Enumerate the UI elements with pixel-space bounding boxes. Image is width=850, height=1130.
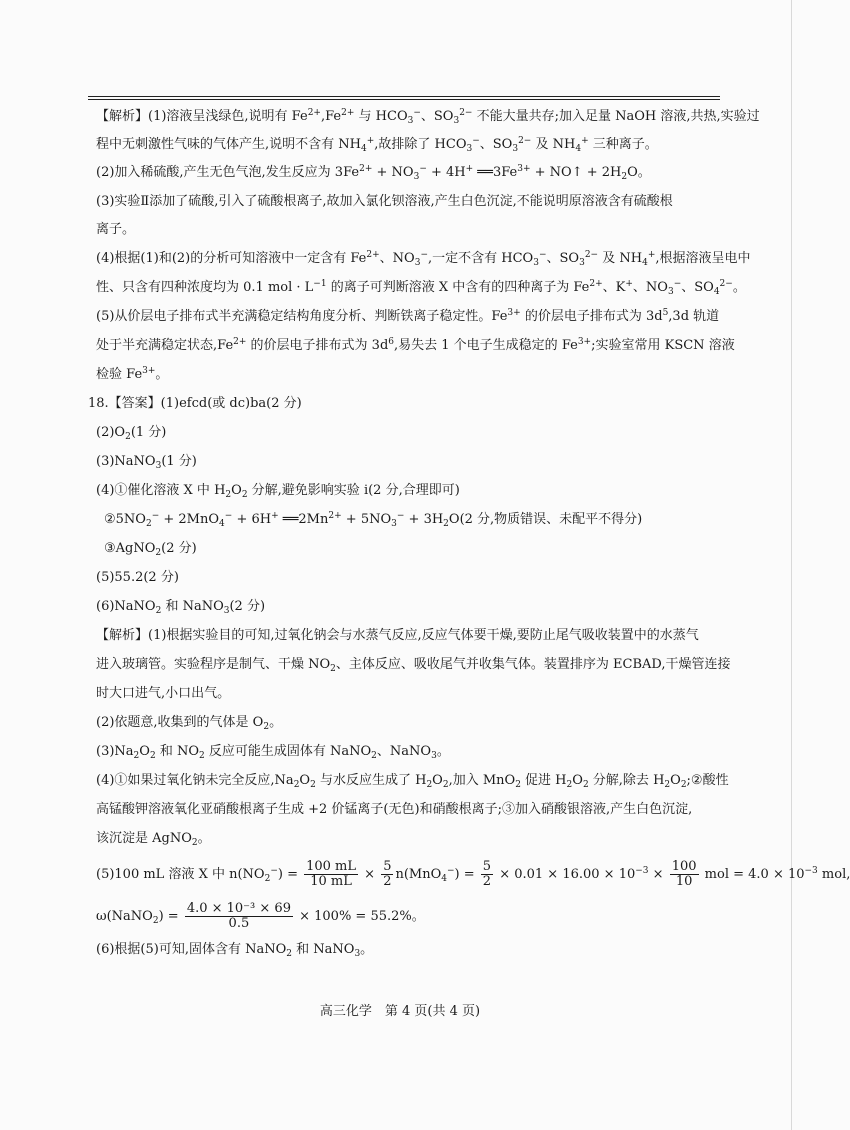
analysis17-line8: (5)从价层电子排布式半充满稳定结构角度分析、判断铁离子稳定性。$Fe^{3+}$ 的价层电子排布式为 $3d^5,3d$ 轨道 bbox=[96, 308, 720, 324]
q18-answer5: (5)55.2(2 分) bbox=[96, 570, 179, 585]
q18-answer1: 18.【答案】(1)efcd(或 dc)ba(2 分) bbox=[88, 396, 302, 411]
top-rule bbox=[88, 96, 720, 97]
fraction-five-halves-2: $\frac{5}{2}$ bbox=[482, 859, 492, 889]
fraction-volume-ratio: $\frac{100 mL}{10 mL}$ bbox=[306, 859, 357, 889]
q18-answer4-part3: ③AgNO$_2$(2 分) bbox=[104, 541, 197, 558]
analysis17-line6: (4)根据(1)和(2)的分析可知溶液中一定含有 $Fe^{2+}$、$NO_3^-$,一定不含有 $HCO_3^-$、$SO_3^{2-}$ 及 $NH_4^+$,根据溶液呈电中 bbox=[96, 250, 751, 268]
q18-answer4: (4)①催化溶液 X 中 $H_2O_2$ 分解,避免影响实验 i(2 分,合理即可) bbox=[96, 483, 460, 500]
analysis18-line3: 时大口进气,小口出气。 bbox=[96, 686, 231, 701]
page-edge bbox=[791, 0, 792, 1130]
page-footer: 高三化学 第 4 页(共 4 页) bbox=[319, 1004, 481, 1019]
analysis18-line5: $(3)Na_2O_2$ 和 $NO_2$ 反应可能生成固体有 NaNO$_2$、NaNO$_3$。 bbox=[96, 744, 450, 761]
analysis18-line2: 进入玻璃管。实验程序是制气、干燥 $NO_2$、主体反应、吸收尾气并收集气体。装置排序为 ECBAD,干燥管连接 bbox=[96, 657, 731, 674]
q18-answer4-equation: $②5NO_2^- + 2MnO_4^- + 6H^+$ $══2Mn^{2+} + 5NO_3^- + 3H_2O(2$ 分,物质错误、未配平不得分) bbox=[104, 511, 643, 529]
analysis17-line1: 【解析】(1)溶液呈浅绿色,说明有 $Fe^{2+},Fe^{2+}$ 与 $HCO_3^-$、$SO_3^{2-}$ 不能大量共存;加入足量 NaOH 溶液,共热,实验过 bbox=[96, 108, 760, 126]
analysis18-line8: 该沉淀是 AgNO$_2$。 bbox=[96, 831, 211, 848]
fraction-dilution: $\frac{100}{10}$ bbox=[671, 859, 697, 889]
analysis17-line10: 检验 $Fe^{3+}$。 bbox=[96, 366, 169, 382]
analysis17-line2: 程中无刺激性气味的气体产生,说明不含有 $NH_4^+$,故排除了 $HCO_3^-$、$SO_3^{2-}$ 及 $NH_4^+$ 三种离子。 bbox=[96, 136, 658, 154]
analysis18-line4: (2)依题意,收集到的气体是 $O_2$。 bbox=[96, 715, 283, 732]
analysis17-line4: (3)实验Ⅱ添加了硫酸,引入了硫酸根离子,故加入氯化钡溶液,产生白色沉淀,不能说明原溶液含有硫酸根 bbox=[96, 194, 673, 209]
analysis18-line-final: (6)根据(5)可知,固体含有 NaNO$_2$ 和 NaNO$_3$。 bbox=[96, 942, 374, 959]
analysis18-line1: 【解析】(1)根据实验目的可知,过氧化钠会与水蒸气反应,反应气体要干燥,要防止尾气吸收装置中的水蒸气 bbox=[96, 628, 699, 643]
analysis17-line3: (2)加入稀硫酸,产生无色气泡,发生反应为 $3Fe^{2+} + NO_3^- + 4H^+$ $══3Fe^{3+}$ + NO↑ + $2H_2O$。 bbox=[96, 164, 651, 182]
top-rule-thin bbox=[88, 99, 720, 100]
analysis18-line7: 高锰酸钾溶液氧化亚硝酸根离子生成 +2 价锰离子(无色)和硝酸根离子;③加入硝酸银溶液,产生白色沉淀, bbox=[96, 802, 693, 817]
q18-answer2: $(2)O_2(1$ 分) bbox=[96, 425, 167, 442]
fraction-five-halves: $\frac{5}{2}$ bbox=[383, 859, 392, 889]
q18-answer3: (3)NaNO$_3$(1 分) bbox=[96, 454, 197, 471]
fraction-mass: $\frac{\text{4.0 × 10⁻³ × 69}}{0.5}$ bbox=[186, 901, 291, 931]
analysis17-line9: 处于半充满稳定状态$,Fe^{2+}$ 的价层电子排布式为 $3d^6$,易失去 1 个电子生成稳定的 $Fe^{3+}$;实验室常用 KSCN 溶液 bbox=[96, 337, 735, 353]
analysis17-line7: 性、只含有四种浓度均为 0.1 mol · $L^{-1}$ 的离子可判断溶液 X 中含有的四种离子为 $Fe^{2+}$、K+、$NO_3^-$、$SO_4^{2-}$。 bbox=[96, 279, 746, 297]
q18-answer6: (6)NaNO$_2$ 和 NaNO$_3$(2 分) bbox=[96, 599, 266, 616]
analysis18-line6: (4)①如果过氧化钠未完全反应$,Na_2O_2$ 与水反应生成了 $H_2O_2$,加入 MnO$_2$ 促进 $H_2O_2$ 分解,除去 $H_2O_2;②$酸性 bbox=[96, 773, 729, 790]
analysis18-calc-line: (5)100 mL 溶液 X 中 $n(NO_2^-)$ = $\frac{100 mL}{10 mL}$ × $\frac{5}{2}$ n(MnO$_4$−) = $\frac{5}{2}$ × $0.01 \times 16.00 \times 10^{-3}$ × $\frac{100}{10}$ mol = $4.0 \times 10^{-3}$ mol, bbox=[96, 859, 850, 889]
analysis18-mass-fraction: ω(NaNO$_2$) = $\frac{\text{4.0 × 10⁻³ × 69}}{0.5}$ × 100% = 55.2%。 bbox=[96, 901, 425, 931]
analysis17-line5: 离子。 bbox=[96, 222, 136, 237]
